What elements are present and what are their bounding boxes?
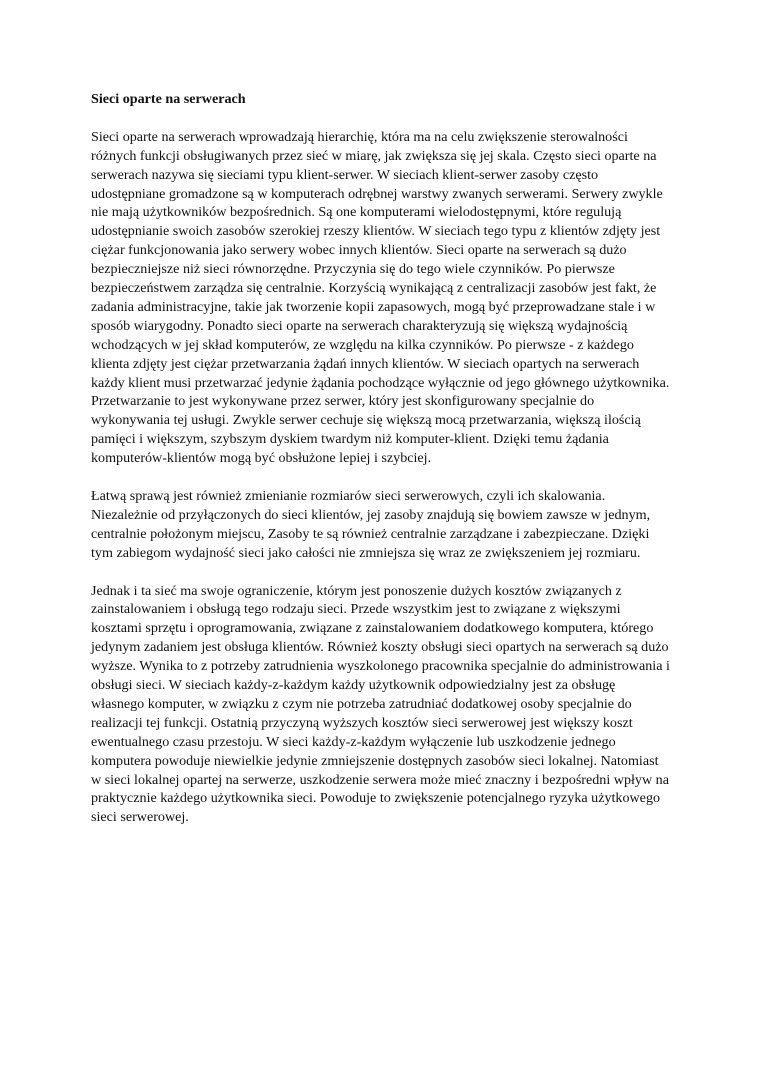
paragraph-2: Łatwą sprawą jest również zmienianie rozmiarów sieci serwerowych, czyli ich skalowania. Niezależnie od przyłączonych do sieci klientów, jej zasoby znajdują się bowiem zawsze w jednym, centralnie położonym miejscu, Zasoby te są również centralnie zarządzane i zabezpieczane. Dzięki tym zabiegom wydajność sieci jako całości nie zmniejsza się wraz ze zwiększeniem jej rozmiaru. <box>91 488 651 561</box>
document-body <box>91 90 671 846</box>
paragraph-1: Sieci oparte na serwerach wprowadzają hierarchię, która ma na celu zwiększenie sterowalności różnych funkcji obsługiwanych przez sieć w miarę, jak zwiększa się jej skala. Często sieci oparte na serwerach nazywa się sieciami typu klient-serwer. W sieciach klient-serwer zasoby często udostępniane gromadzone są w komputerach odrębnej warstwy zwanych serwerami. Serwery zwykle nie mają użytkowników bezpośrednich. Są one komputerami wielodostępnymi, które regulują udostępnianie swoich zasobów szerokiej rzeszy klientów. W sieciach tego typu z klientów zdjęty jest ciężar funkcjonowania jako serwery wobec innych klientów. Sieci oparte na serwerach są dużo bezpieczniejsze niż sieci równorzędne. Przyczynia się do tego wiele czynników. Po pierwsze bezpieczeństwem zarządza się centralnie. Korzyścią wynikającą z centralizacji zasobów jest fakt, że zadania administracyjne, takie jak tworzenie kopii zapasowych, mogą być przeprowadzane stale i w sposób wiarygodny. Ponadto sieci oparte na serwerach charakteryzują się większą wydajnością wchodzących w jej skład komputerów, ze względu na kilka czynników. Po pierwsze - z każdego klienta zdjęty jest ciężar przetwarzania żądań innych klientów. W sieciach opartych na serwerach każdy klient musi przetwarzać jedynie żądania pochodzące wyłącznie od jego głównego użytkownika. Przetwarzanie to jest wykonywane przez serwer, który jest skonfigurowany specjalnie do wykonywania tej usługi. Zwykle serwer cechuje się większą mocą przetwarzania, większą ilością pamięci i większym, szybszym dyskiem twardym niż komputer-klient. Dzięki temu żądania komputerów-klientów mogą być obsłużone lepiej i szybciej. <box>91 128 670 467</box>
paragraph-3: Jednak i ta sieć ma swoje ograniczenie, którym jest ponoszenie dużych kosztów związanych z zainstalowaniem i obsługą tego rodzaju sieci. Przede wszystkim jest to związane z większymi kosztami sprzętu i oprogramowania, związane z zainstalowaniem dodatkowego komputera, którego jedynym zadaniem jest obsługa klientów. Również koszty obsługi sieci opartych na serwerach są dużo wyższe. Wynika to z potrzeby zatrudnienia wyszkolonego pracownika specjalnie do administrowania i obsługi sieci. W sieciach każdy-z-każdym każdy użytkownik odpowiedzialny jest za obsługę własnego komputer, w związku z czym nie potrzeba zatrudniać dodatkowej osoby specjalnie do realizacji tej funkcji. Ostatnią przyczyną wyższych kosztów sieci serwerowej jest większy koszt ewentualnego czasu przestoju. W sieci każdy-z-każdym wyłączenie lub uszkodzenie jednego komputera powoduje niewielkie jedynie zmniejszenie dostępnych zasobów sieci lokalnej. Natomiast w sieci lokalnej opartej na serwerze, uszkodzenie serwera może mieć znaczny i bezpośredni wpływ na praktycznie każdego użytkownika sieci. Powoduje to zwiększenie potencjalnego ryzyka użytkowego sieci serwerowej. <box>91 582 670 826</box>
document-title: Sieci oparte na serwerach <box>91 91 246 107</box>
